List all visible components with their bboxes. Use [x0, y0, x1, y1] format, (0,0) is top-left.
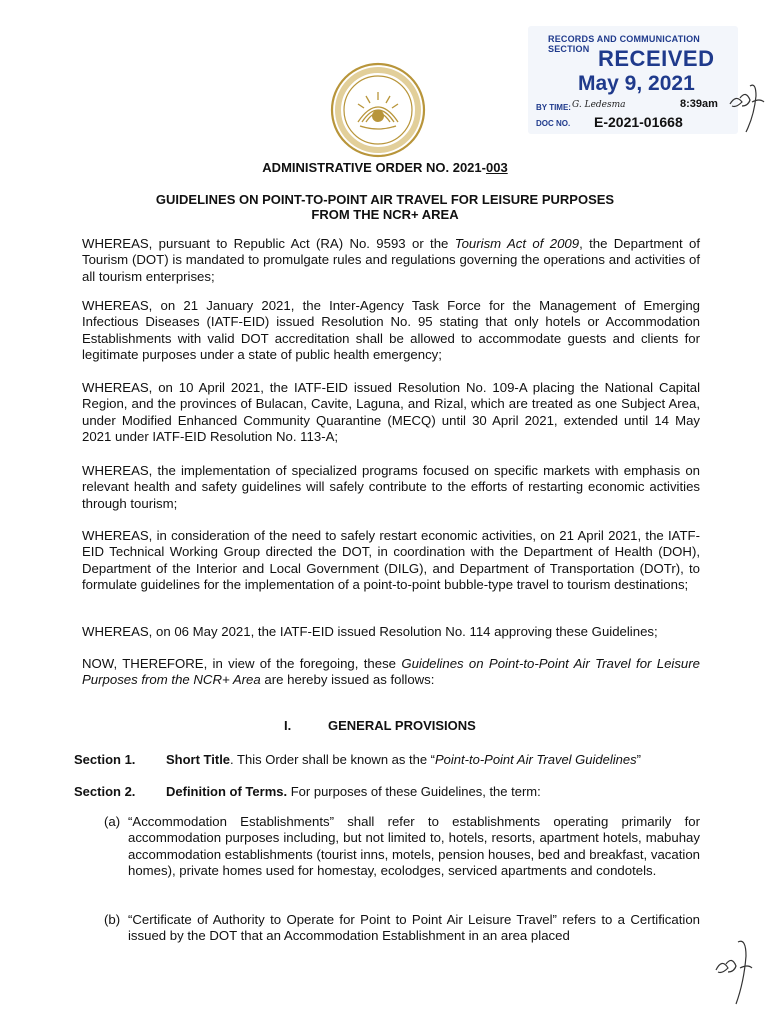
now-therefore-clause: NOW, THEREFORE, in view of the foregoing, these Guidelines on Point-to-Point Air Travel for Leisure Purposes from the NCR+ Area are hereby issued as follows:	[82, 656, 700, 688]
part-heading: GENERAL PROVISIONS	[328, 718, 476, 733]
whereas-clause-5: WHEREAS, in consideration of the need to safely restart economic activities, on 21 April 2021, the IATF-EID Technical Working Group directed the DOT, in coordination with the Department of Health (DOH), Department of the Interior and Local Government (DILG), and Department of Transportation (DOTr), to formulate guidelines for the implementation of a point-to-point bubble-type travel to tourism destinations;	[82, 528, 700, 593]
department-of-tourism-seal	[330, 62, 426, 158]
definition-label-a: (a)	[104, 814, 121, 829]
whereas-clause-1: WHEREAS, pursuant to Republic Act (RA) No. 9593 or the Tourism Act of 2009, the Department of Tourism (DOT) is mandated to promulgate rules and regulations governing the operations and activities of all tourism enterprises;	[82, 236, 700, 284]
stamp-header: RECORDS AND COMMUNICATION SECTION	[548, 34, 700, 54]
stamp-time: 8:39am	[680, 98, 718, 110]
section-1-title: Short Title	[166, 752, 231, 767]
whereas-clause-2: WHEREAS, on 21 January 2021, the Inter-Agency Task Force for the Management of Emerging Infectious Diseases (IATF-EID) issued Resolution No. 95 stating that only hotels or Accommodation Establishments with valid DOT accreditation shall be allowed to accommodate guests and clients for legitimate purposes under a state of public health emergency;	[82, 298, 700, 363]
section-2-text: For purposes of these Guidelines, the term:	[287, 784, 541, 799]
initials-signature-bottom	[712, 936, 756, 1008]
whereas-clause-4: WHEREAS, the implementation of specialized programs focused on specific markets with emphasis on relevant health and safety guidelines will safely contribute to the efforts of restarting economic activities through tourism;	[82, 463, 700, 511]
definition-text-a: “Accommodation Establishments” shall refer to establishments operating primarily for accommodation purposes including, but not limited to, hotels, resorts, apartment hotels, mabuhay accommodation establishments (tourist inns, motels, pension houses, bed and breakfast, vacation homes), private homes used for homestay, ecolodges, serviced apartments and condotels.	[128, 814, 700, 879]
stamp-doc-no: E-2021-01668	[594, 114, 683, 130]
section-2	[74, 784, 541, 799]
definition-item-a	[104, 814, 700, 880]
definition-text-b: “Certificate of Authority to Operate for Point to Point Air Leisure Travel” refers to a Certification issued by the DOT that an Accommodation Establishment in an area placed	[128, 912, 700, 944]
section-2-number: Section 2.	[74, 784, 136, 799]
whereas-clause-3: WHEREAS, on 10 April 2021, the IATF-EID issued Resolution No. 109-A placing the National Capital Region, and the provinces of Bulacan, Cavite, Laguna, and Rizal, which are treated as one Subject Area, under Modified Enhanced Community Quarantine (MECQ) until 30 April 2021, extended until 14 May 2021 under IATF-EID Resolution No. 113-A;	[82, 380, 700, 445]
whereas-clause-6: WHEREAS, on 06 May 2021, the IATF-EID issued Resolution No. 114 approving these Guidelines;	[82, 624, 658, 639]
order-number-value: 003	[485, 160, 508, 175]
stamp-date: May 9, 2021	[578, 72, 695, 95]
section-1-number: Section 1.	[74, 752, 136, 767]
section-1: Section 1. Short Title. This Order shall be known as the “Point-to-Point Air Travel Guidelines”	[74, 752, 641, 767]
stamp-by-time-label: BY TIME:	[536, 103, 571, 112]
section-2-title: Definition of Terms.	[166, 784, 288, 799]
document-title-line1: GUIDELINES ON POINT-TO-POINT AIR TRAVEL FOR LEISURE PURPOSES	[155, 192, 615, 207]
order-number	[0, 160, 770, 175]
received-stamp	[528, 26, 738, 134]
definition-item-b	[104, 912, 700, 945]
stamp-received: RECEIVED	[598, 46, 715, 71]
order-number-prefix: ADMINISTRATIVE ORDER NO. 2021-	[262, 160, 486, 175]
document-title-line2: FROM THE NCR+ AREA	[311, 207, 459, 222]
part-numeral: I.	[284, 718, 292, 733]
definition-label-b: (b)	[104, 912, 121, 927]
initials-signature-top	[726, 76, 766, 136]
stamp-doc-no-label: DOC NO.	[536, 119, 571, 128]
stamp-signature: G. Ledesma	[572, 100, 626, 110]
